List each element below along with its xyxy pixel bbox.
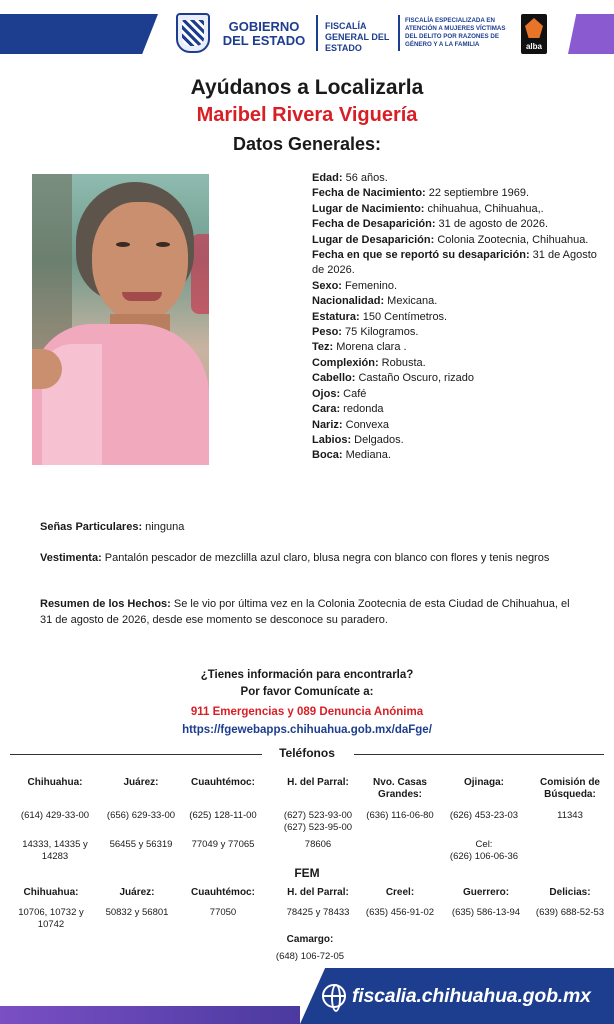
detail-value: Morena clara . <box>333 341 407 354</box>
fem-city-header: Cuauhtémoc: <box>191 887 255 898</box>
detail-value: Femenino. <box>341 279 397 292</box>
detail-value: Mediana. <box>342 449 391 462</box>
detail-label: Fecha de Desaparición: <box>312 218 436 231</box>
fem-title: FEM <box>294 866 320 880</box>
missing-person-name: Maribel Rivera Viguería <box>196 104 418 126</box>
detail-row <box>312 418 604 433</box>
fem-city-header: Creel: <box>385 887 415 898</box>
detail-row <box>312 171 604 186</box>
detail-value: chihuahua, Chihuahua,. <box>424 202 544 215</box>
detail-label: Estatura: <box>312 310 360 323</box>
report-link[interactable]: https://fgewebapps.chihuahua.gob.mx/daFge/ <box>182 724 432 736</box>
telefonos-number: 11343 <box>557 810 583 821</box>
resumen-label: Resumen de los Hechos: <box>40 598 171 610</box>
details-list <box>312 171 604 464</box>
state-seal-icon <box>176 13 210 53</box>
detail-row <box>312 448 604 463</box>
gobierno-logo-text: GOBIERNO DEL ESTADO <box>222 19 306 48</box>
detail-label: Labios: <box>312 433 352 446</box>
detail-row <box>312 387 604 402</box>
camargo-number: (648) 106-72-05 <box>275 951 345 962</box>
fem-city-header: H. del Parral: <box>287 887 349 898</box>
detail-label: Nariz: <box>312 418 343 431</box>
detail-row <box>312 279 604 294</box>
detail-value: Delgados. <box>351 433 404 446</box>
alba-figure-icon <box>525 18 543 38</box>
telefonos-city-header: Nvo. Casas Grandes: <box>373 777 427 800</box>
detail-value: Convexa <box>342 418 390 431</box>
telefonos-title: Teléfonos <box>279 746 335 760</box>
detail-row <box>312 248 604 279</box>
globe-icon <box>322 984 346 1008</box>
divider-line <box>354 754 604 755</box>
telefonos-extension: 78606 <box>304 839 332 850</box>
fem-city-header: Guerrero: <box>462 887 510 898</box>
detail-value: Castaño Oscuro, rizado <box>355 372 475 385</box>
detail-value: Colonia Zootecnia, Chihuahua. <box>434 233 589 246</box>
senas-label: Señas Particulares: <box>40 521 143 533</box>
fem-city-header: Juárez: <box>119 887 155 898</box>
telefonos-number: (656) 629-33-00 <box>106 810 176 821</box>
camargo-label: Camargo: <box>286 934 334 945</box>
telefonos-heading <box>10 746 604 762</box>
detail-value: Robusta. <box>378 356 426 369</box>
fem-number: 10706, 10732 y 10742 <box>18 907 84 930</box>
detail-row <box>312 340 604 355</box>
telefonos-number: (626) 453-23-03 <box>449 810 519 821</box>
alba-logo <box>521 14 547 54</box>
detail-label: Sexo: <box>312 279 342 292</box>
contact-question: ¿Tienes información para encontrarla? <box>200 669 414 681</box>
detail-label: Fecha de Nacimiento: <box>312 187 426 200</box>
detail-row <box>312 217 604 232</box>
detail-label: Edad: <box>312 172 343 184</box>
fem-city-header: Chihuahua: <box>23 887 79 898</box>
footer-purple-bar <box>0 1006 300 1024</box>
detail-label: Tez: <box>312 341 334 354</box>
fem-number: 50832 y 56801 <box>105 907 169 918</box>
telefonos-number: (625) 128-11-00 <box>189 810 257 821</box>
telefonos-city-header: Ojinaga: <box>463 777 504 788</box>
detail-label: Fecha en que se reportó su desaparición: <box>312 249 530 262</box>
detail-value: 150 Centímetros. <box>359 310 448 323</box>
telefonos-number: (614) 429-33-00 <box>20 810 90 821</box>
telefonos-city-header: Juárez: <box>123 777 159 788</box>
fiscalia-especializada-text: FISCALÍA ESPECIALIZADA EN ATENCIÓN A MUJERES VÍCTIMAS DEL DELITO POR RAZONES DE GÉNERO Y A LA FAMILIA <box>405 17 506 48</box>
detail-row <box>312 186 604 201</box>
telefonos-city-header: Comisión de Búsqueda: <box>539 777 600 800</box>
datos-generales-heading: Datos Generales: <box>232 134 382 154</box>
telefonos-number: (627) 523-93-00 (627) 523-95-00 <box>283 810 353 833</box>
footer-website-link[interactable]: fiscalia.chihuahua.gob.mx <box>352 985 591 1007</box>
telefonos-extension: 56455 y 56319 <box>109 839 173 850</box>
detail-value: Café <box>340 387 367 400</box>
vestimenta-value: Pantalón pescador de mezclilla azul claro, blusa negra con blanco con flores y tenis negros <box>101 552 550 564</box>
detail-row <box>312 433 604 448</box>
detail-row <box>312 402 604 417</box>
detail-label: Cabello: <box>312 372 356 385</box>
detail-row <box>312 294 604 309</box>
alba-logo-text: alba <box>525 42 542 51</box>
fem-number: 78425 y 78433 <box>286 907 350 918</box>
header-banner <box>0 0 614 62</box>
detail-row <box>312 325 604 340</box>
telefonos-extension: Cel: (626) 106-06-36 <box>449 839 519 862</box>
header-divider <box>316 15 318 51</box>
header-purple-bar <box>568 14 614 54</box>
detail-value: redonda <box>340 403 384 416</box>
detail-label: Cara: <box>312 403 341 416</box>
resumen-hechos <box>40 597 580 628</box>
footer-banner <box>0 968 614 1024</box>
contact-prompt: Por favor Comunícate a: <box>240 686 374 698</box>
emergency-numbers: 911 Emergencias y 089 Denuncia Anónima <box>190 706 424 718</box>
telefonos-city-header: Chihuahua: <box>27 777 83 788</box>
detail-label: Lugar de Nacimiento: <box>312 202 425 215</box>
vestimenta-label: Vestimenta: <box>40 552 102 564</box>
detail-label: Boca: <box>312 449 343 462</box>
detail-label: Nacionalidad: <box>312 295 385 308</box>
detail-label: Peso: <box>312 326 342 339</box>
person-photo <box>32 174 209 465</box>
detail-row <box>312 233 604 248</box>
telefonos-number: (636) 116-06-80 <box>366 810 434 821</box>
vestimenta <box>40 551 580 567</box>
telefonos-extension: 14333, 14335 y 14283 <box>22 839 88 862</box>
header-divider <box>398 15 400 51</box>
detail-value: Mexicana. <box>384 295 438 308</box>
detail-value: 31 de Agosto de 2026. <box>312 249 597 277</box>
detail-row <box>312 202 604 217</box>
page-title: Ayúdanos a Localizarla <box>190 76 424 99</box>
detail-label: Ojos: <box>312 387 341 400</box>
fem-number: 77050 <box>209 907 237 918</box>
detail-value: 31 de agosto de 2026. <box>435 218 549 231</box>
detail-row <box>312 310 604 325</box>
fem-city-header: Delicias: <box>549 887 591 898</box>
detail-row <box>312 356 604 371</box>
detail-value: 75 Kilogramos. <box>341 326 419 339</box>
detail-label: Lugar de Desaparición: <box>312 233 435 246</box>
fem-number: (639) 688-52-53 <box>535 907 605 918</box>
telefonos-extension: 77049 y 77065 <box>191 839 255 850</box>
fem-number: (635) 586-13-94 <box>451 907 521 918</box>
detail-value: 56 años. <box>342 172 388 184</box>
telefonos-city-header: Cuauhtémoc: <box>191 777 255 788</box>
fem-number: (635) 456-91-02 <box>365 907 435 918</box>
detail-label: Complexión: <box>312 356 379 369</box>
detail-row <box>312 371 604 386</box>
fem-heading <box>10 866 604 882</box>
senas-particulares <box>40 520 580 536</box>
fiscalia-logo-text: FISCALÍA GENERAL DEL ESTADO <box>325 21 390 53</box>
detail-value: 22 septiembre 1969. <box>425 187 530 200</box>
senas-value: ninguna <box>142 521 185 533</box>
resumen-value: Se le vio por última vez en la Colonia Zootecnia de esta Ciudad de Chihuahua, el 31 de agosto de 2026, desde ese momento se desconoce su paradero. <box>40 598 570 626</box>
telefonos-city-header: H. del Parral: <box>287 777 349 788</box>
header-blue-bar <box>0 14 158 54</box>
